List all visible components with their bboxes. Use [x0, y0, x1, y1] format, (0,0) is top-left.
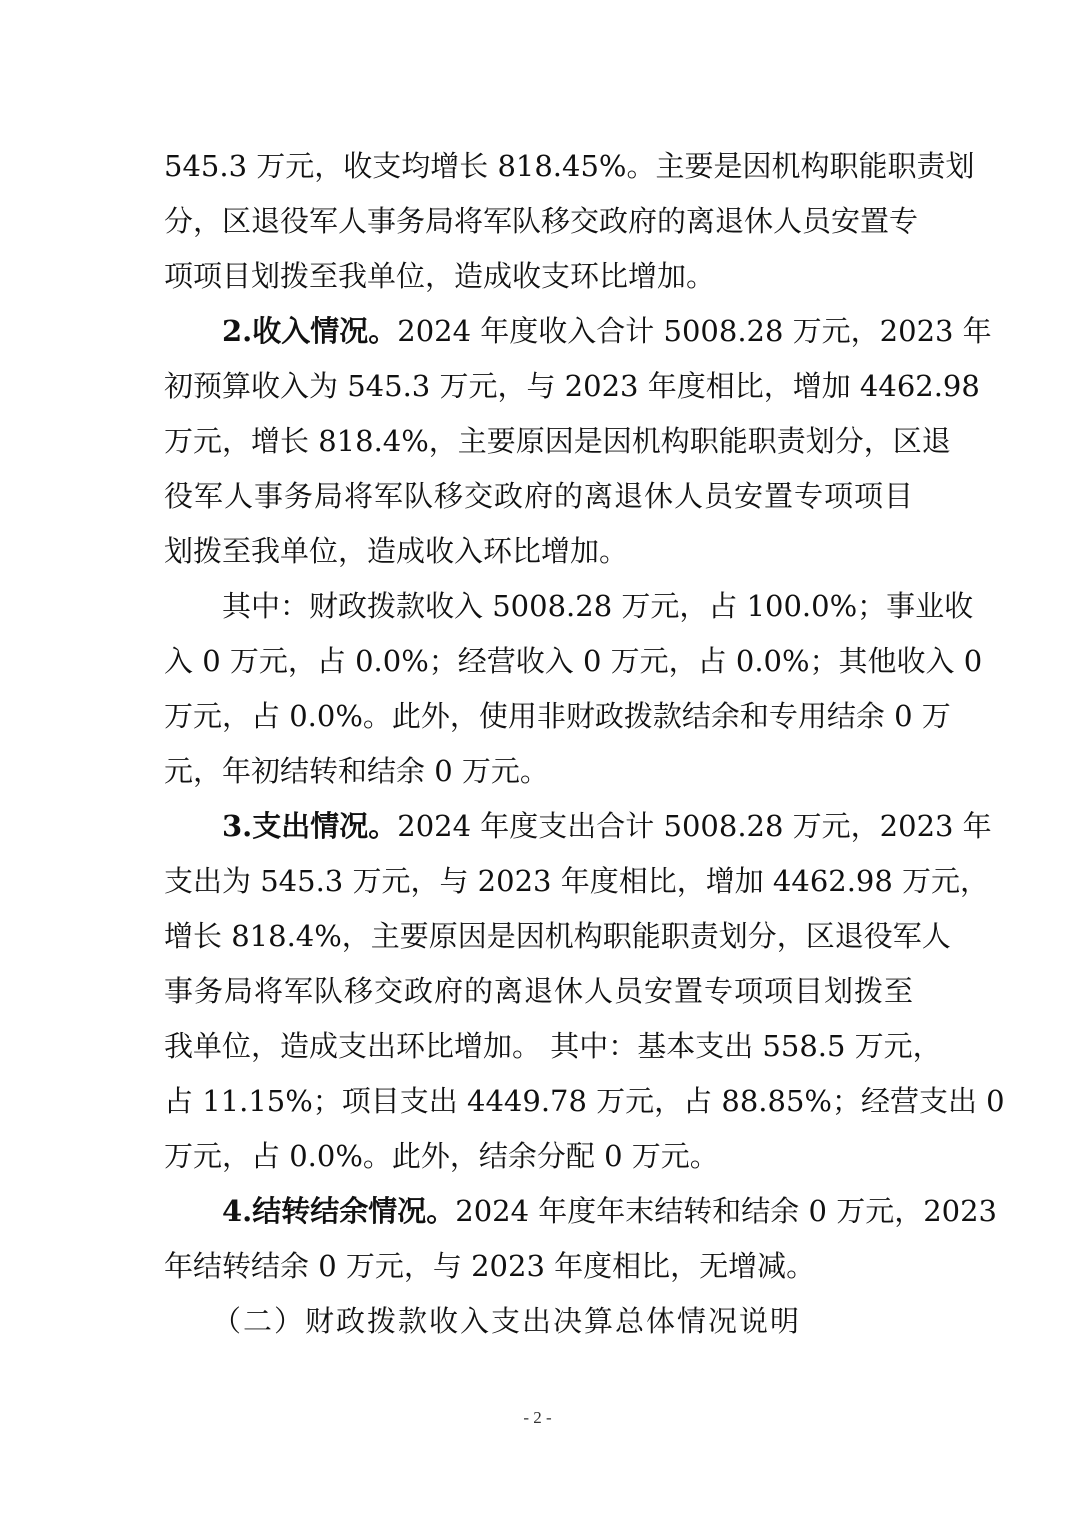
- income-detail-line-2: 入 0 万元，占 0.0%；经营收入 0 万元，占 0.0%；其他收入 0: [164, 644, 983, 678]
- expense-first-line: [222, 806, 992, 846]
- section-subheading: （二）财政拨款收入支出决算总体情况说明: [212, 1304, 802, 1338]
- page-number: - 2 -: [523, 1408, 552, 1427]
- expense-line-5: 我单位，造成支出环比增加。 其中：基本支出 558.5 万元，: [164, 1029, 942, 1063]
- income-first-line: [222, 311, 992, 351]
- intro-line-2: 分，区退役军人事务局将军队移交政府的离退休人员安置专: [164, 204, 919, 238]
- balance-line-2: 年结转结余 0 万元，与 2023 年度相比，无增减。: [164, 1249, 816, 1283]
- balance-first-line: [222, 1191, 997, 1231]
- expense-line-3: 增长 818.4%，主要原因是因机构职能职责划分，区退役军人: [164, 919, 951, 953]
- income-line-3: 万元，增长 818.4%，主要原因是因机构职能职责划分，区退: [164, 424, 951, 458]
- balance-heading: 4.结转结余情况。: [222, 1194, 456, 1228]
- income-line-2: 初预算收入为 545.3 万元，与 2023 年度相比，增加 4462.98: [164, 369, 980, 403]
- income-line-4: 役军人事务局将军队移交政府的离退休人员安置专项项目: [164, 479, 913, 513]
- expense-line-2: 支出为 545.3 万元，与 2023 年度相比，增加 4462.98 万元，: [164, 864, 990, 898]
- income-first-line-text: 2024 年度收入合计 5008.28 万元，2023 年: [397, 314, 992, 348]
- income-detail-line-1: 其中：财政拨款收入 5008.28 万元，占 100.0%；事业收: [222, 589, 974, 623]
- income-line-5: 划拨至我单位，造成收入环比增加。: [164, 534, 629, 568]
- income-heading: 2.收入情况。: [222, 314, 398, 348]
- intro-line-3: 项项目划拨至我单位，造成收支环比增加。: [164, 259, 716, 293]
- intro-line-1: 545.3 万元，收支均增长 818.45%。主要是因机构职能职责划: [164, 149, 975, 183]
- expense-line-4: 事务局将军队移交政府的离退休人员安置专项项目划拨至: [164, 974, 913, 1008]
- expense-line-7: 万元，占 0.0%。此外，结余分配 0 万元。: [164, 1139, 719, 1173]
- expense-first-line-text: 2024 年度支出合计 5008.28 万元，2023 年: [397, 809, 992, 843]
- expense-line-6: 占 11.15%；项目支出 4449.78 万元，占 88.85%；经营支出 0: [164, 1084, 1005, 1118]
- expense-heading: 3.支出情况。: [222, 809, 398, 843]
- balance-first-line-text: 2024 年度年末结转和结余 0 万元，2023: [455, 1194, 997, 1228]
- income-detail-line-3: 万元，占 0.0%。此外，使用非财政拨款结余和专用结余 0 万: [164, 699, 951, 733]
- income-detail-line-4: 元，年初结转和结余 0 万元。: [164, 754, 549, 788]
